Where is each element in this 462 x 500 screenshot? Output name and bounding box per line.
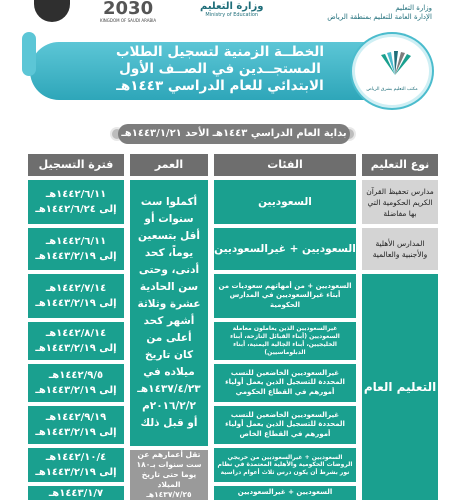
age-requirement-kindergarten: تقل أعمارهم عن ست سنوات بـ١٨٠ يوما حتى تاريخ الميلاد ١٤٣٧/٧/٢٥هـ xyxy=(130,450,208,500)
period-end: إلى ١٤٤٣/٢/١٩هـ xyxy=(35,467,117,478)
period-end: إلى ١٤٤٣/٢/١٩هـ xyxy=(35,385,117,396)
period-row-6 xyxy=(28,406,124,444)
period-row-1 xyxy=(28,180,124,224)
hero-title-line-3: الابتدائي للعام الدراسي ١٤٤٣هـ xyxy=(116,78,324,94)
category-private-sector: غيرالسعوديين الخاضعين للنسب المحددة للتسجيل الذين يعمل أولياء أمورهم في القطاع الخاص xyxy=(214,406,356,444)
office-logo-text: مكتب التعليم بشرق الرياض xyxy=(366,87,418,92)
category-kindergarten-graduates: السعوديين + غيرالسعوديين من خريجي الروضات الحكومية والأهلية المعتمدة في نظام نور بشرط أن يكون درس ثلاث أعوام دراسية xyxy=(214,448,356,482)
org-line-1: وزارة التعليم xyxy=(395,4,432,12)
ministry-name-en: Ministry of Education xyxy=(205,12,259,18)
type-quran-schools: مدارس تحفيظ القرآن الكريم الحكومية التي بها مفاضلة xyxy=(362,180,438,224)
decorative-bubble xyxy=(22,32,36,76)
period-start: ١٤٤٢/٨/١٤هـ xyxy=(45,328,107,339)
type-general-education: التعليم العام xyxy=(362,274,438,500)
period-row-5 xyxy=(28,364,124,402)
logo-burst-icon xyxy=(377,51,413,77)
category-public-sector: غيرالسعوديين الخاضعين للنسب المحددة للتسجيل الذين يعمل أولياء أمورهم في القطاع الحكومي xyxy=(214,364,356,402)
mascot-figure xyxy=(34,0,70,22)
period-row-2 xyxy=(28,228,124,270)
category-saudi: السعوديين xyxy=(214,180,356,224)
hero-title-line-1: الخطــة الزمنية لتسجيل الطلاب xyxy=(115,44,325,60)
period-start: ١٤٤٢/٧/١٤هـ xyxy=(45,283,107,294)
age-requirement-main: أكملوا ست سنوات أو أقل بتسعين يوماً، كحد أدنى، وحتى سن الحادية عشرة وثلاثة أشهر كحد أعلى من كان تاريخ ميلاده في ١٤٣٧/٤/٢٣هـ ٢٠١٦/٢/٢م أو قبل ذلك xyxy=(130,180,208,446)
period-row-7 xyxy=(28,448,124,482)
column-header-period: فترة التسجيل xyxy=(28,154,124,176)
office-logo xyxy=(352,34,432,108)
period-end: إلى ١٤٤٢/٦/٢٤هـ xyxy=(35,204,117,215)
school-year-start: بداية العام الدراسي ١٤٤٣هـ الأحد ١٤٤٣/١/٢١هـ xyxy=(118,124,350,144)
ministry-name-ar: وزارة التعليم xyxy=(200,1,264,12)
hero-banner xyxy=(30,34,434,108)
period-row-8 xyxy=(28,486,124,500)
top-bar xyxy=(0,0,462,28)
hero-title-line-2: المستجــدين في الصــف الأول xyxy=(119,61,321,77)
column-header-type: نوع التعليم xyxy=(362,154,438,176)
period-start: ١٤٤٢/٦/١١هـ xyxy=(45,236,107,247)
organization-name xyxy=(327,4,432,22)
hero-title xyxy=(70,44,370,95)
period-start: ١٤٤٢/٩/٥هـ xyxy=(48,370,104,381)
vision-caption: KINGDOM OF SAUDI ARABIA xyxy=(100,18,157,23)
period-end: إلى ١٤٤٣/٢/١٩هـ xyxy=(35,427,117,438)
column-header-categories: الفئات xyxy=(214,154,356,176)
org-line-2: الإدارة العامة للتعليم بمنطقة الرياض xyxy=(327,13,432,21)
category-treated-as-saudi: غيرالسعوديين الذين يعاملون معاملة السعوديين (أبناء القبائل النازحة، أبناء الخليجيين، أبناء الجالية اليمنية، أبناء الدبلوماسيين) xyxy=(214,322,356,360)
period-end: إلى ١٤٤٣/٢/١٩هـ xyxy=(35,343,117,354)
period-start: ١٤٤٢/٦/١١هـ xyxy=(45,189,107,200)
category-saudi-mothers: السعوديين + من أمهاتهم سعوديات من أبناء غيرالسعوديين في المدارس الحكومية xyxy=(214,274,356,318)
period-row-3 xyxy=(28,274,124,318)
category-last: السعوديين + غيرالسعوديين xyxy=(214,486,356,500)
period-end: إلى ١٤٤٣/٢/١٩هـ xyxy=(35,251,117,262)
vision-number: 2030 xyxy=(103,0,154,19)
period-end: إلى ١٤٤٣/٢/١٩هـ xyxy=(35,298,117,309)
vision-2030-logo xyxy=(100,0,156,23)
type-private-schools: المدارس الأهلية والأجنبية والعالمية xyxy=(362,228,438,270)
period-row-4 xyxy=(28,322,124,360)
category-saudi-nonsaudi: السعوديين + غيرالسعوديين xyxy=(214,228,356,270)
period-start: ١٤٤٢/٩/١٩هـ xyxy=(45,412,107,423)
ministry-logo xyxy=(200,2,263,20)
period-start: ١٤٤٢/١٠/٤هـ xyxy=(45,452,107,463)
period-start: ١٤٤٣/١/٧هـ xyxy=(48,488,104,499)
column-header-age: العمر xyxy=(130,154,208,176)
